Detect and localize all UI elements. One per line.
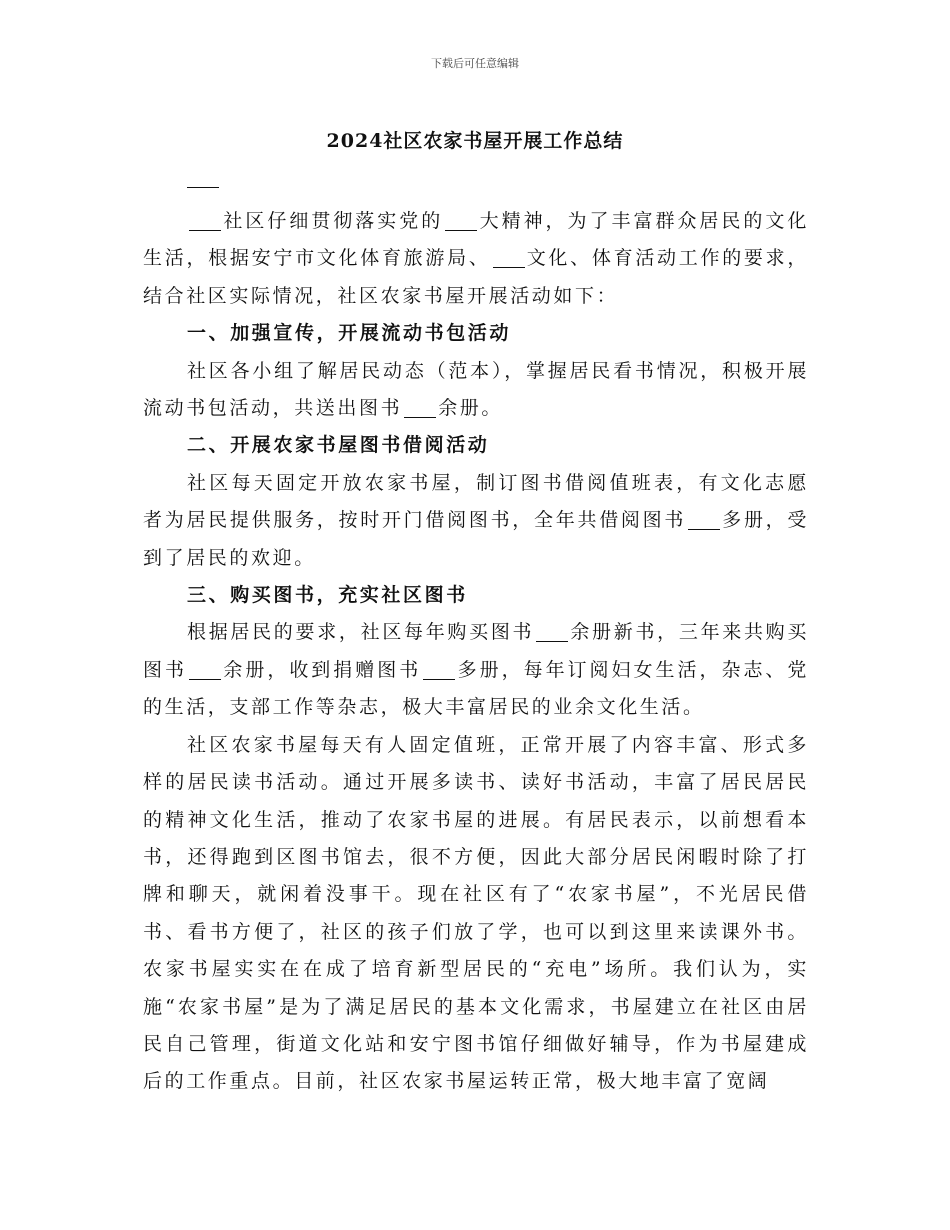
blank-underline [493, 248, 525, 268]
section-3-paragraph [143, 614, 809, 726]
section-2-text-2: 多册，受到了居民的欢迎。 [143, 509, 809, 569]
section-3-text-2: 余册新书，三年来共购买图书 [143, 621, 809, 681]
blank-underline [688, 510, 720, 530]
intro-text-2: 大精神，为了丰富群众居民的文化生活，根据安宁市文化体育旅游局、 [143, 210, 809, 270]
section-3-text-1: 根据居民的要求，社区每年购买图书 [187, 621, 535, 644]
section-2-text-1: 社区每天固定开放农家书屋，制订图书借阅值班表，有文化志愿者为居民提供服务，按时开门借阅图书，全年共借阅图书 [143, 471, 809, 532]
blank-underline [404, 398, 436, 418]
section-heading-3: 三、购买图书，充实社区图书 [187, 584, 468, 607]
document-body [143, 203, 809, 1101]
section-1-paragraph [143, 353, 809, 428]
blank-underline [189, 211, 221, 231]
section-1-text-2: 余册。 [438, 397, 504, 420]
section-3-text-3: 余册，收到捐赠图书 [222, 658, 422, 681]
blank-underline [423, 660, 455, 680]
intro-text-1: 社区仔细贯彻落实党的 [223, 210, 444, 232]
intro-paragraph [143, 203, 809, 315]
section-1-text-1: 社区各小组了解居民动态（范本），掌握居民看书情况，积极开展流动书包活动，共送出图书 [143, 359, 809, 420]
blank-underline [187, 175, 219, 188]
document-title: 2024社区农家书屋开展工作总结 [326, 130, 624, 152]
blank-underline [189, 660, 221, 680]
section-2-paragraph [143, 465, 809, 577]
download-note: 下载后可任意编辑 [431, 57, 519, 70]
intro-text-3: 文化、体育活动工作的要求，结合社区实际情况，社区农家书屋开展活动如下： [143, 247, 809, 307]
section-heading-1: 一、加强宣传，开展流动书包活动 [187, 322, 512, 345]
closing-paragraph: 社区农家书屋每天有人固定值班，正常开展了内容丰富、形式多样的居民读书活动。通过开展多读书、读好书活动，丰富了居民居民的精神文化生活，推动了农家书屋的进展。有居民表示，以前想看本书，还得跑到区图书馆去，很不方便，因此大部分居民闲暇时除了打牌和聊天，就闲着没事干。现在社区有了“农家书屋”，不光居民借书、看书方便了，社区的孩子们放了学，也可以到这里来读课外书。农家书屋实实在在成了培育新型居民的“充电”场所。我们认为，实施“农家书屋”是为了满足居民的基本文化需求，书屋建立在社区由居民自己管理，街道文化站和安宁图书馆仔细做好辅导，作为书屋建成后的工作重点。目前，社区农家书屋运转正常，极大地丰富了宽阔 [143, 733, 809, 1093]
blank-underline [536, 622, 568, 642]
blank-underline [445, 211, 477, 231]
section-heading-2: 二、开展农家书屋图书借阅活动 [187, 434, 490, 457]
section-3-text-4: 多册，每年订阅妇女生活，杂志、党的生活，支部工作等杂志，极大丰富居民的业余文化生活。 [143, 658, 810, 719]
